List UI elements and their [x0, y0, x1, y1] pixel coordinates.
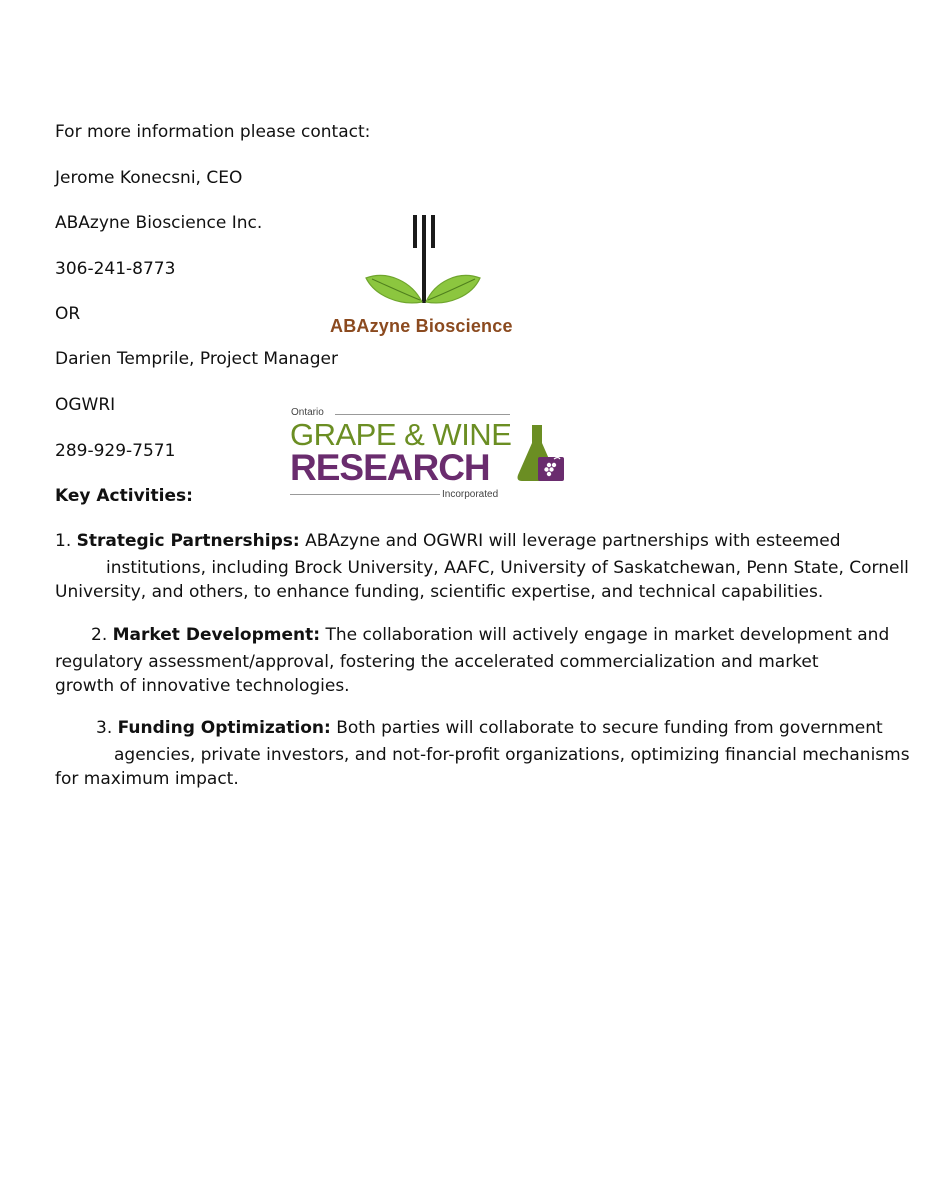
abazyne-logo-text: ABAzyne Bioscience [330, 316, 513, 336]
activity-1-line2: institutions, including Brock University, AAFC, University of Saskatchewan, Penn State, Cornell [106, 558, 909, 578]
activity-1-line3: University, and others, to enhance funding, scientific expertise, and technical capabilities. [55, 582, 824, 602]
contact-company-1: ABAzyne Bioscience Inc. [55, 213, 263, 233]
activity-3-line1: Both parties will collaborate to secure funding from government [336, 718, 883, 738]
contact-intro: For more information please contact: [55, 122, 371, 142]
activity-3-line3: for maximum impact. [55, 769, 239, 789]
contact-name-2: Darien Temprile, Project Manager [55, 349, 338, 369]
abazyne-logo [330, 212, 520, 340]
ogwri-logo-ontario: Ontario [291, 407, 324, 418]
ogwri-logo-incorporated: Incorporated [442, 489, 499, 500]
flask-icon [512, 423, 566, 483]
activity-2-line1: The collaboration will actively engage in market development and [325, 625, 890, 645]
activity-3-title: Funding Optimization: [117, 718, 331, 738]
activity-1-number: 1. [55, 531, 72, 551]
activity-2-number: 2. [91, 625, 108, 645]
activity-2-line3: growth of innovative technologies. [55, 676, 350, 696]
activity-3 [55, 716, 910, 791]
activity-2-line2: regulatory assessment/approval, fostering the accelerated commercialization and market [55, 652, 819, 672]
ogwri-logo [290, 405, 568, 505]
contact-phone-1: 306-241-8773 [55, 259, 176, 279]
activity-1-title: Strategic Partnerships: [76, 531, 300, 551]
activity-2 [55, 623, 889, 698]
activity-1 [55, 529, 909, 604]
ogwri-logo-line2: RESEARCH [290, 447, 490, 488]
activity-3-number: 3. [96, 718, 113, 738]
key-activities-heading: Key Activities: [55, 486, 193, 506]
contact-company-2: OGWRI [55, 395, 116, 415]
ogwri-logo-rule-top [335, 414, 510, 415]
activity-1-line1: ABAzyne and OGWRI will leverage partnerships with esteemed [305, 531, 841, 551]
ogwri-logo-line1: GRAPE & WINE [290, 417, 512, 452]
contact-phone-2: 289-929-7571 [55, 441, 176, 461]
ogwri-logo-rule-bottom [290, 494, 440, 495]
contact-or: OR [55, 304, 81, 324]
contact-name-1: Jerome Konecsni, CEO [55, 168, 243, 188]
activity-2-title: Market Development: [112, 625, 321, 645]
activity-3-line2: agencies, private investors, and not-for-profit organizations, optimizing financial mechanisms [114, 745, 910, 765]
